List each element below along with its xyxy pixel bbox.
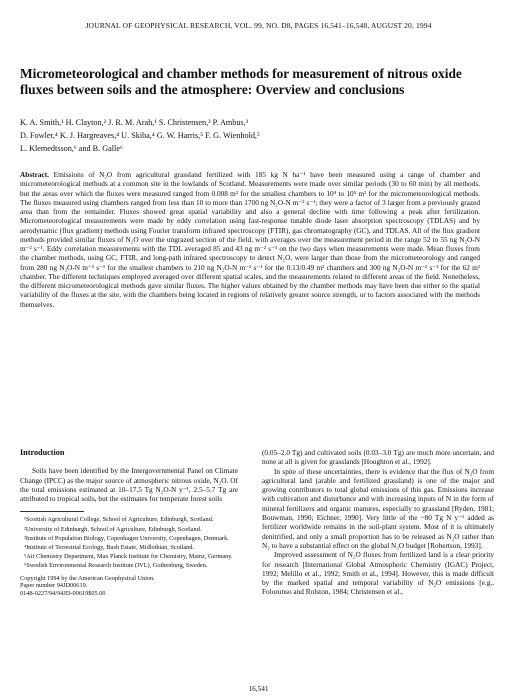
abstract-text: Emissions of N₂O from agricultural grassland fertilized with 185 kg N ha⁻¹ have been measured using a range of chamber and micrometeorological methods at a common site in the lowlands of Scotland. Measurements were made over similar periods (30 to 60 min) by all methods, but the areas over which the fluxes were measured ranged from 0.008 m² for the smallest chambers to 10⁴ to 10⁵ m² for the micrometeorological methods. The fluxes measured using chambers ranged from less than 10 to more than 1700 ng N₂O-N m⁻² s⁻¹; they were a factor of 3 larger from a previously grazed area than from the remainder. Fluxes showed great spatial variability and also a general decline with time following a peak after fertilization. Micrometeorological measurements were made by eddy correlation using fast-response tunable diode laser absorption spectroscopy (TDLAS) and by aerodynamic (flux gradient) methods using Fourier transform infrared spectroscopy (FTIR), gas chromatography (GC), and TDLAS. All of the flux gradient methods provided similar fluxes of N₂O over the ungrazed section of the field, with averages over the measurement period in the range 52 to 55 ng N₂O-N m⁻² s⁻¹. Eddy correlation measurements with the TDL averaged 85 and 43 ng m⁻² s⁻¹ on the two days when measurements were made. Mean fluxes from the chamber methods, using GC, FTIR, and long-path infrared spectroscopy to detect N₂O, were larger than those from the micrometeorology and ranged from 280 ng N₂O-N m⁻² s⁻¹ for the smallest chambers to 210 ng N₂O-N m⁻² s⁻¹ for the 0.13/0.49 m² chambers and 300 ng N₂O-N m⁻² s⁻¹ for the 62 m² chamber. The different techniques employed averaged over different spatial scales, and the measurements related to different areas of the field. Nonetheless, the different micrometeorological methods gave similar fluxes. The higher values obtained by the chamber methods may have been due either to the spatial variability of the fluxes at the site, with the chambers being located in regions of relatively greater source strength, or to factors associated with the methods themselves. [20,170,481,309]
affiliation-footnotes [20,516,238,569]
footnote: ³Institute of Population Biology, Copenhagen University, Copenhagen, Denmark. [24,534,229,542]
footnote-divider [20,511,84,512]
left-column [20,448,238,597]
intro-paragraph: In spite of these uncertainties, there is evidence that the flux of N₂O from agricultural land (arable and fertilized grassland) is one of the major and growing contributors to total global emissions of this gas. Emissions increase with cultivation and disturbance and with increasing inputs of N in the form of mineral fertilizers and organic manures, especially to grassland [Ryden, 1981; Bouwman, 1990; Eichner, 1990]. Very little of the ~80 Tg N y⁻¹ added as fertilizer worldwide remains in the soil-plant system. Most of it is ultimately denitrified, and only a small proportion has to be released as N₂O rather than N₂ to have a substantial effect on the global N₂O budget [Robertson, 1993]. [262,466,494,550]
author-line: D. Fowler,⁴ K. J. Hargreaves,⁴ U. Skiba,⁴ G. W. Harris,⁵ F. G. Wienhold,⁵ [20,131,260,140]
paper-title: Micrometeorological and chamber methods for measurement of nitrous oxide fluxes between soils and the atmosphere: Overview and conclusions [20,66,462,97]
author-line: K. A. Smith,¹ H. Clayton,² J. R. M. Arah,¹ S. Christensen,³ P. Ambus,³ [20,118,249,127]
copyright-line: Copyright 1994 by the American Geophysical Union. [20,574,155,582]
paper-number: Paper number 94JD00619. [20,582,88,590]
right-column [262,448,494,597]
footnote: ⁶Swedish Environmental Research Institute (IVL), Gothenburg, Sweden. [24,561,208,569]
author-list [20,116,490,155]
footnote: ¹Scottish Agricultural College, School of Agriculture, Edinburgh, Scotland. [24,516,214,524]
section-heading-introduction: Introduction [20,448,65,457]
abstract [20,170,480,309]
footnote: ⁵Air Chemistry Department, Max Planck Institute for Chemistry, Mainz, Germany. [24,552,233,560]
footnote: ²University of Edinburgh, School of Agriculture, Edinburgh, Scotland. [24,525,202,533]
footnote: ⁴Institute of Terrestrial Ecology, Bush Estate, Midlothian, Scotland. [24,543,194,551]
abstract-label: Abstract. [20,170,49,179]
copyright-block [20,575,238,598]
author-line: L. Klemedtsson,⁶ and B. Galle⁶ [20,144,123,153]
intro-paragraph: Improved assessment of N₂O fluxes from fertilized land is a clear priority for research [International Global Atmospheric Chemistry (IGAC) Project, 1992; Melillo et al., 1992; Smith et al., 1994]. However, this is made difficult by the marked spatial and temporal variability of N₂O emissions [e.g., Folorunso and Rolston, 1984; Christensen et al., [262,550,494,597]
intro-paragraph: Soils have been identified by the Intergovernmental Panel on Climate Change (IPCC) as the major source of atmospheric nitrous oxide, N₂O. Of the total emissions estimated at 10–17.5 Tg N₂O-N y⁻¹, 2.5–5.7 Tg are attributed to tropical soils, but the estimates for temperate forest soils [20,466,238,504]
issn-line: 0148-0227/94/94JD-00619$05.00 [20,589,106,597]
intro-paragraph: (0.05–2.0 Tg) and cultivated soils (0.03–3.0 Tg) are much more uncertain, and none at all is given for grasslands [Houghton et al., 1992]. [262,448,494,467]
page-number: 16,541 [248,684,269,693]
running-head: JOURNAL OF GEOPHYSICAL RESEARCH, VOL. 99, NO. D8, PAGES 16,541–16,548, AUGUST 20, 1994 [85,21,432,30]
